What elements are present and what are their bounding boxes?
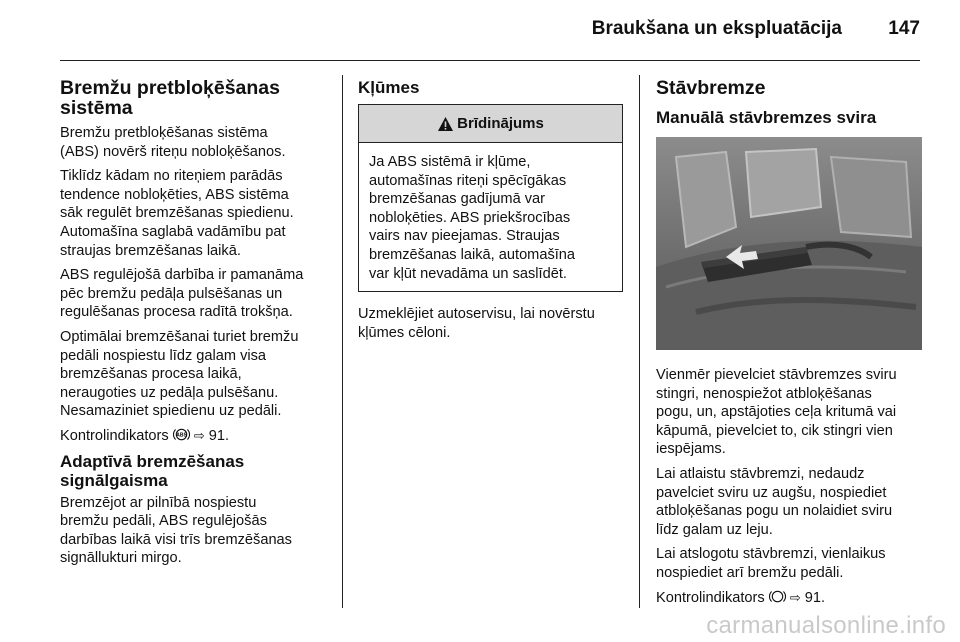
page-number: 147 bbox=[888, 18, 920, 39]
abs-heading: Bremžu pretbloķēšanas sistēma bbox=[60, 77, 280, 119]
indicator-page-ref[interactable]: 91. bbox=[208, 427, 230, 444]
page-reference-arrow-icon: ⇨ bbox=[789, 589, 801, 605]
running-head-title: Braukšana un ekspluatācija bbox=[591, 18, 842, 39]
page-header bbox=[60, 18, 920, 46]
abs-paragraph-4: Optimālai bremzēšanai turiet bremžu pedāli nospiestu līdz galam visa bremzēšanas procesa laikā, neraugoties uz pedāļa pulsēšanu. Nesamaziniet spiedienu uz pedāli. bbox=[60, 328, 299, 420]
column-parking-brake bbox=[656, 78, 922, 613]
parking-paragraph-3: Lai atslogotu stāvbremzi, vienlaikus nospiediet arī bremžu pedāli. bbox=[656, 546, 886, 581]
warning-body bbox=[359, 143, 622, 291]
column-divider-1 bbox=[342, 75, 343, 608]
faults-paragraph-1: Uzmeklējiet autoservisu, lai novērstu kļūmes cēloni. bbox=[358, 306, 595, 341]
warning-title: Brīdinājums bbox=[457, 115, 544, 132]
parking-paragraph-1: Vienmēr pievelciet stāvbremzes sviru stingri, nenospiežot atbloķēšanas pogu, un, apstājoties ceļa kritumā vai kāpumā, pievelciet to, cik stingri vien iespējams. bbox=[656, 367, 897, 458]
abs-indicator-icon bbox=[173, 427, 190, 442]
parking-brake-indicator-icon bbox=[769, 589, 786, 604]
svg-text:ABS: ABS bbox=[175, 432, 187, 439]
indicator-label: Kontrolindikators bbox=[60, 427, 169, 444]
warning-triangle-icon bbox=[437, 116, 454, 132]
column-faults bbox=[358, 78, 623, 348]
warning-header bbox=[359, 105, 622, 143]
watermark: carmanualsonline.info bbox=[706, 612, 946, 639]
abs-indicator-line bbox=[60, 427, 332, 446]
parking-brake-lever-photo bbox=[656, 137, 922, 350]
abs-paragraph-1: Bremžu pretbloķēšanas sistēma (ABS) novērš riteņu nobloķēšanos. bbox=[60, 125, 286, 160]
parking-indicator-line bbox=[656, 589, 922, 608]
warning-box bbox=[358, 104, 623, 292]
warning-text: Ja ABS sistēmā ir kļūme, automašīnas riteņi spēcīgākas bremzēšanas gadījumā var nobloķēties. ABS priekšrocības vairs nav pieejamas. Straujas bremzēšanas laikā, automašīna var kļūt nevadāma un saslīdēt. bbox=[369, 154, 576, 282]
indicator-label: Kontrolindikators bbox=[656, 589, 765, 606]
header-rule bbox=[60, 60, 920, 61]
abs-paragraph-3: ABS regulējošā darbība ir pamanāma pēc bremžu pedāļa pulsēšanas un regulēšanas procesa radītā trokšņa. bbox=[60, 267, 304, 321]
abs-paragraph-2: Tiklīdz kādam no riteņiem parādās tendence nobloķēties, ABS sistēma sāk regulēt bremzēšanas spiedienu. Automašīna saglabā vadāmību pat straujas bremzēšanas laikā. bbox=[60, 168, 294, 259]
adaptive-brake-light-heading: Adaptīvā bremzēšanas signālgaisma bbox=[60, 451, 245, 490]
parking-brake-heading: Stāvbremze bbox=[656, 77, 766, 99]
page-reference-arrow-icon: ⇨ bbox=[193, 427, 205, 443]
parking-paragraph-2: Lai atlaistu stāvbremzi, nedaudz pavelciet sviru uz augšu, nospiediet atbloķēšanas pogu un nolaidiet sviru līdz galam uz leju. bbox=[656, 465, 893, 538]
column-divider-2 bbox=[639, 75, 640, 608]
adaptive-paragraph-1: Bremzējot ar pilnībā nospiestu bremžu pedāli, ABS regulējošās darbības laikā visi trīs bremzēšanas signāllukturi mirgo. bbox=[60, 494, 292, 567]
faults-heading: Kļūmes bbox=[358, 78, 420, 97]
column-abs bbox=[60, 78, 332, 574]
manual-lever-subheading: Manuālā stāvbremzes svira bbox=[656, 108, 877, 127]
indicator-page-ref[interactable]: 91. bbox=[804, 589, 826, 606]
